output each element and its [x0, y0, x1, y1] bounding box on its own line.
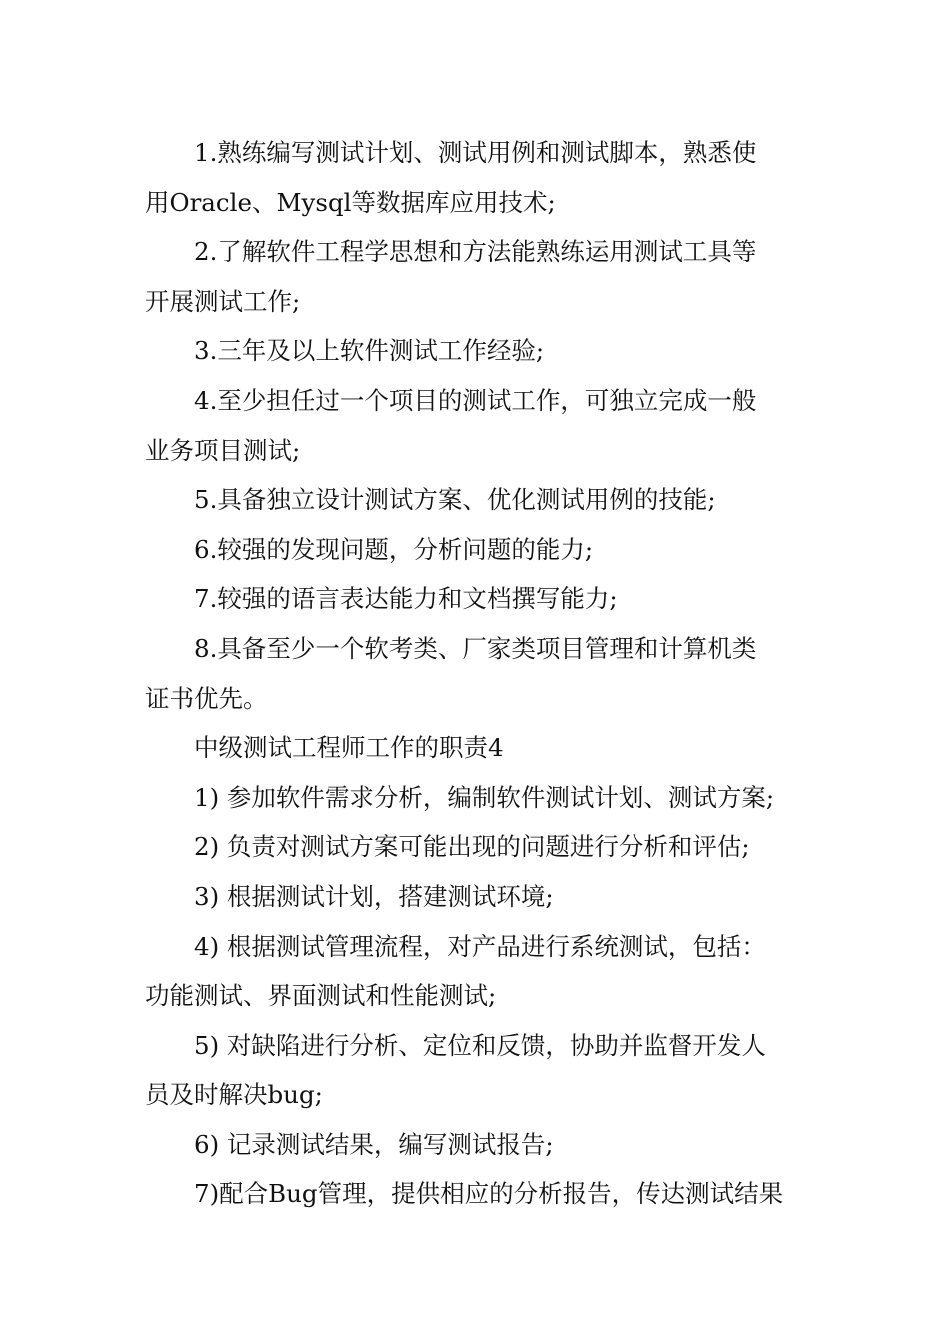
paragraph-line: 7.较强的语言表达能力和文档撰写能力; — [194, 584, 618, 614]
paragraph-10 — [145, 773, 815, 823]
paragraph-line: 2) 负责对测试方案可能出现的问题进行分析和评估; — [194, 832, 750, 862]
paragraph-1 — [145, 128, 815, 227]
section-heading-text: 中级测试工程师工作的职责4 — [194, 733, 504, 763]
document-body — [145, 128, 815, 1219]
paragraph-3 — [145, 326, 815, 376]
paragraph-line: 5.具备独立设计测试方案、优化测试用例的技能; — [194, 485, 716, 515]
paragraph-line: 1.熟练编写测试计划、测试用例和测试脚本，熟悉使 — [194, 138, 757, 167]
paragraph-6 — [145, 525, 815, 575]
section-heading — [145, 723, 815, 773]
paragraph-line: 6.较强的发现问题，分析问题的能力; — [194, 534, 594, 564]
paragraph-line: 业务项目测试; — [145, 435, 301, 465]
paragraph-7 — [145, 574, 815, 624]
paragraph-line: 7)配合Bug管理，提供相应的分析报告，传达测试结果 — [194, 1179, 784, 1209]
paragraph-line: 4.至少担任过一个项目的测试工作，可独立完成一般 — [194, 385, 757, 415]
paragraph-line: 6) 记录测试结果，编写测试报告; — [194, 1129, 554, 1159]
paragraph-line: 证书优先。 — [145, 683, 268, 713]
paragraph-line: 功能测试、界面测试和性能测试; — [145, 981, 497, 1011]
paragraph-5 — [145, 475, 815, 525]
paragraph-12 — [145, 872, 815, 922]
paragraph-line: 用Oracle、Mysql等数据库应用技术; — [145, 187, 556, 217]
paragraph-4 — [145, 376, 815, 475]
paragraph-8 — [145, 624, 815, 723]
paragraph-line: 3) 根据测试计划，搭建测试环境; — [194, 881, 554, 911]
paragraph-15 — [145, 1120, 815, 1170]
paragraph-line: 员及时解决bug; — [145, 1080, 323, 1110]
paragraph-11 — [145, 822, 815, 872]
paragraph-line: 4) 根据测试管理流程，对产品进行系统测试，包括： — [194, 931, 766, 961]
paragraph-13 — [145, 922, 815, 1021]
paragraph-line: 开展测试工作; — [145, 286, 301, 316]
paragraph-2 — [145, 227, 815, 326]
paragraph-line: 1) 参加软件需求分析，编制软件测试计划、测试方案; — [194, 782, 775, 812]
paragraph-16 — [145, 1169, 815, 1219]
paragraph-line: 5) 对缺陷进行分析、定位和反馈，协助并监督开发人 — [194, 1030, 766, 1060]
paragraph-line: 2.了解软件工程学思想和方法能熟练运用测试工具等 — [194, 237, 757, 267]
paragraph-line: 8.具备至少一个软考类、厂家类项目管理和计算机类 — [194, 633, 757, 663]
paragraph-line: 3.三年及以上软件测试工作经验; — [194, 336, 545, 366]
paragraph-14 — [145, 1021, 815, 1120]
